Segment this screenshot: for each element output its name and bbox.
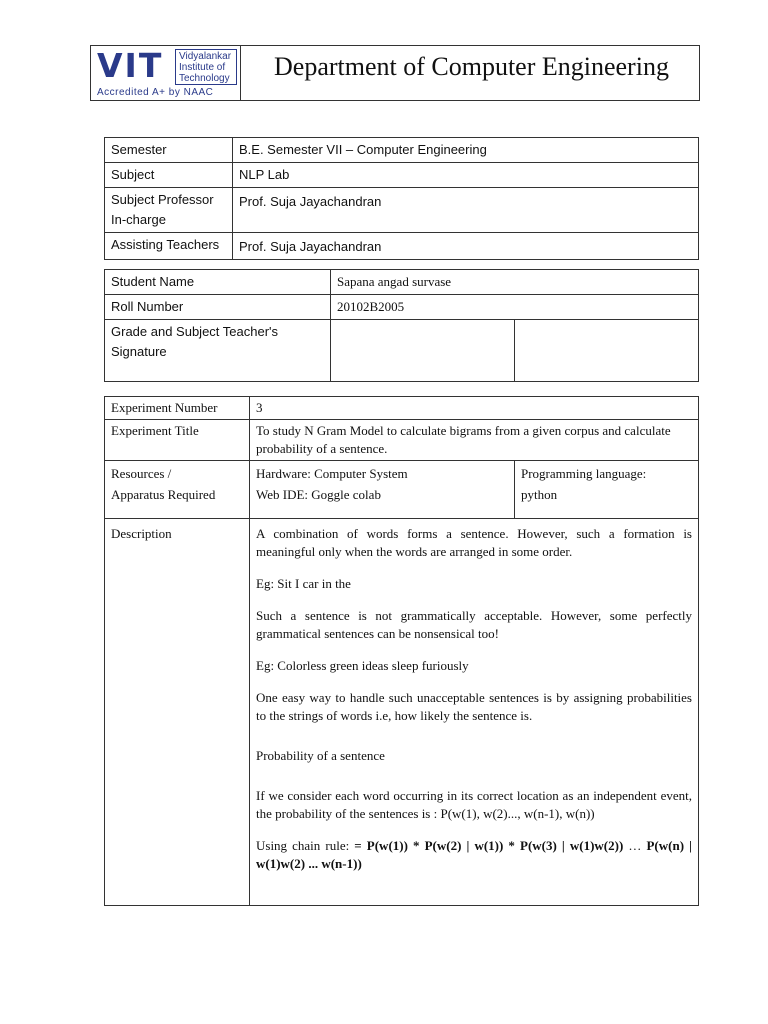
grade-cell	[331, 320, 515, 382]
chain-rule-text	[256, 837, 692, 873]
document-header	[90, 45, 700, 101]
chain-rule-formula-1: = P(w(1)) * P(w(2) | w(1)) * P(w(3) | w(1)w(2))	[354, 838, 624, 853]
example-2: Eg: Colorless green ideas sleep furiously	[256, 658, 469, 673]
experiment-number-label: Experiment Number	[105, 397, 250, 420]
logo-inst-line-1: Vidyalankar	[179, 51, 232, 62]
semester-value: B.E. Semester VII – Computer Engineering	[233, 138, 699, 163]
chain-rule-prefix: Using chain rule:	[256, 838, 355, 853]
language-label: Programming language:	[521, 466, 647, 481]
grade-signature-label: Grade and Subject Teacher's Signature	[105, 320, 331, 382]
ide-text: Web IDE: Goggle colab	[256, 487, 381, 502]
description-body	[250, 519, 699, 906]
resources-label-line-1: Resources /	[111, 466, 172, 481]
vit-logo	[91, 46, 241, 100]
logo-institute-name	[175, 49, 237, 85]
semester-label: Semester	[105, 138, 233, 163]
student-name-label: Student Name	[105, 270, 331, 295]
signature-cell	[515, 320, 699, 382]
professor-value: Prof. Suja Jayachandran	[233, 188, 699, 233]
description-label: Description	[105, 519, 250, 906]
subject-label: Subject	[105, 163, 233, 188]
experiment-title-value: To study N Gram Model to calculate bigrams from a given corpus and calculate probability of a sentence.	[250, 420, 699, 461]
description-para-3: One easy way to handle such unacceptable sentences is by assigning probabilities to the strings of words i.e, how likely the sentence is.	[256, 690, 692, 723]
logo-vit-text: VIT	[97, 46, 164, 85]
chain-rule-dots: …	[623, 838, 647, 853]
probability-heading: Probability of a sentence	[256, 748, 385, 763]
experiment-table	[104, 396, 699, 906]
description-para-1: A combination of words forms a sentence. However, such a formation is meaningful only when the words are arranged in some order.	[256, 526, 692, 559]
chain-rule-formula-2: P(w(n) | w(1)w(2) ... w(n-1))	[256, 838, 692, 871]
example-1: Eg: Sit I car in the	[256, 576, 351, 591]
language-value: python	[521, 487, 558, 502]
department-title: Department of Computer Engineering	[274, 52, 669, 81]
language-cell	[515, 461, 699, 519]
student-name-value: Sapana angad survase	[331, 270, 699, 295]
subject-value: NLP Lab	[233, 163, 699, 188]
course-info-table	[104, 137, 699, 260]
logo-accreditation: Accredited A+ by NAAC	[97, 87, 214, 98]
experiment-title-label: Experiment Title	[105, 420, 250, 461]
resources-label	[105, 461, 250, 519]
resources-label-line-2: Apparatus Required	[111, 487, 216, 502]
hardware-cell	[250, 461, 515, 519]
student-info-table	[104, 269, 699, 382]
experiment-number-value: 3	[250, 397, 699, 420]
assisting-label: Assisting Teachers	[105, 233, 233, 260]
description-para-4: If we consider each word occurring in its correct location as an independent event, the probability of the sentences is : P(w(1), w(2)..., w(n-1), w(n))	[256, 788, 692, 821]
description-para-2: Such a sentence is not grammatically acceptable. However, some perfectly grammatical sentences can be nonsensical too!	[256, 608, 692, 641]
logo-inst-line-2: Institute of	[179, 62, 226, 73]
professor-label: Subject Professor In-charge	[105, 188, 233, 233]
hardware-text: Hardware: Computer System	[256, 466, 408, 481]
roll-number-value: 20102B2005	[331, 295, 699, 320]
roll-number-label: Roll Number	[105, 295, 331, 320]
logo-inst-line-3: Technology	[179, 73, 230, 84]
assisting-value: Prof. Suja Jayachandran	[233, 233, 699, 260]
